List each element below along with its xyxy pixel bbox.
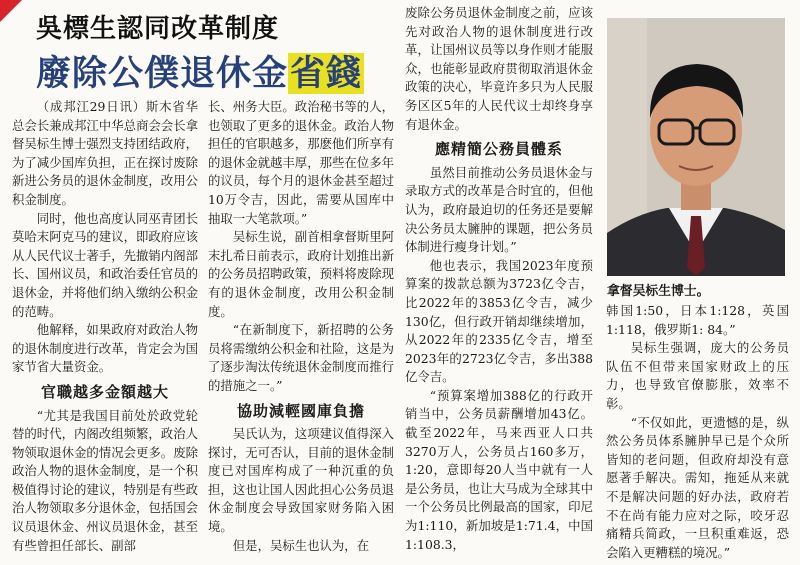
paragraph: “不仅如此，更遗憾的是，纵然公务员体系臃肿早已是个众所皆知的老问题，但政府却没有意愿著手解决。需知，拖延从来就不是解决问题的好办法，政府若不在尚有能力应对之际，咬牙忍痛精兵简政，一旦积重难返，恐会陷入更糟糕的境况。”: [606, 414, 789, 560]
headline-line2-main: 廢除公僕退休金: [36, 53, 289, 94]
paragraph: 长、州务大臣。政治秘书等的人，也领取了更多的退休金。政治人物担任的官职越多，那麽他们所享有的退休金就越丰厚，那些在位多年的议员，每个月的退休金甚至超过10万令吉，因此，需要从国库中抽取一大笔款项。”: [208, 99, 394, 226]
paragraph: “尤其是我国目前处於政党轮替的时代，内阁改组频繁，政治人物领取退休金的情况会更多。废除政治人物的退休金制度，是一个积极值得讨论的建议，特别是有些政治人物领取多分退休金，包括国会议员退休金、州议员退休金，甚至有些曾担任部长、副部: [12, 407, 198, 553]
paragraph: 虽然目前推动公务员退休金与录取方式的改革是合时宜的，但他认为，政府最迫切的任务还是要解决公务员太臃肿的课题，把公务员体制进行瘦身计划。”: [405, 164, 593, 255]
headline-line1: 吳標生認同改革制度: [36, 14, 280, 44]
article-column-4: [606, 302, 789, 563]
article-column-1: [12, 98, 198, 563]
corner-marker: [0, 0, 22, 22]
paragraph: 吴氏认为，这项建议值得深入探讨，无可否认，目前的退休金制度已对国库构成了一种沉重的负担，这也让国人因此担心公务员退休金制度会导致国家财务陷入困境。: [208, 426, 394, 535]
article-column-3: [405, 4, 593, 563]
paragraph: 废除公务员退休金制度之前，应该先对政治人物的退休制度进行改革，让国州议员等以身作则才能服众，也能彰显政府贯彻取消退休金政策的决心，毕竟许多只为人民服务区区5年的人民代议士却终身享有退休金。: [405, 5, 593, 132]
subheading: 協助減輕國庫負擔: [236, 401, 365, 420]
paragraph: 吴标生说，副首相拿督斯里阿末扎希日前表示，政府计划推出新的公务员招聘政策，预料将废除现有的退休金制度，改用公积金制度。: [208, 229, 394, 319]
paragraph: 韩国1:50，日本1:128，英国1:118，俄罗斯1: 84。”: [606, 303, 789, 337]
paragraph: “预算案增加388亿的行政开销当中，公务员薪酬增加43亿。截至2022年，马来西亚人口共3270万人，公务员占160多万，1:20，意即每20人当中就有一人是公务员，也让大马成为全球其中一个公务员比例最高的国家，印尼为1:110，新加坡是1:71.4，中国1:108.3，: [405, 387, 593, 552]
article-column-2: [208, 98, 394, 563]
headline-highlight: 省錢: [290, 53, 363, 94]
portrait-photo: [607, 18, 785, 276]
paragraph: 但是，吴标生也认为，在: [232, 537, 370, 553]
paragraph: 吴标生强调，庞大的公务员队伍不但带来国家财政上的压力，也导致官僚膨胀，效率不彰。: [606, 340, 789, 411]
paragraph: “在新制度下，新招聘的公务员将需缴纳公积金和社险，这是为了逐步淘汰传统退休金制度而推行的措施之一。”: [208, 322, 394, 393]
portrait-illustration: [607, 18, 785, 276]
paragraph: （成邦江29日讯）斯木省华总会长兼成邦江中华总商会会长拿督吴标生博士强烈支持团结政府，为了减少国库负担，正在探讨废除新进公务员的退休金制度，改用公积金制度。: [12, 99, 198, 207]
headline-line2: [36, 46, 364, 96]
paragraph: 他也表示，我国2023年度预算案的拨款总额为3723亿令吉，比2022年的3853亿令吉，减少130亿，但行政开销却继续增加，从2022年的2335亿令吉，增至2023年的2723亿令吉，多出388亿令吉。: [405, 257, 593, 385]
paragraph: 他解释，如果政府对政治人物的退休制度进行改革，肯定会为国家节省大量资金。: [12, 322, 198, 375]
photo-caption: 拿督吴标生博士。: [607, 284, 710, 299]
subheading: 官職越多金額越大: [40, 382, 169, 401]
paragraph: 同时，他也高度认同巫青团长莫哈末阿克马的建议，即政府应该从人民代议士著手，先撤销内阁部长、国州议员，和政治委任官员的退休金，并将他们纳入缴纳公积金的范畴。: [12, 210, 198, 319]
subheading: 應精簡公務員體系: [434, 140, 563, 159]
